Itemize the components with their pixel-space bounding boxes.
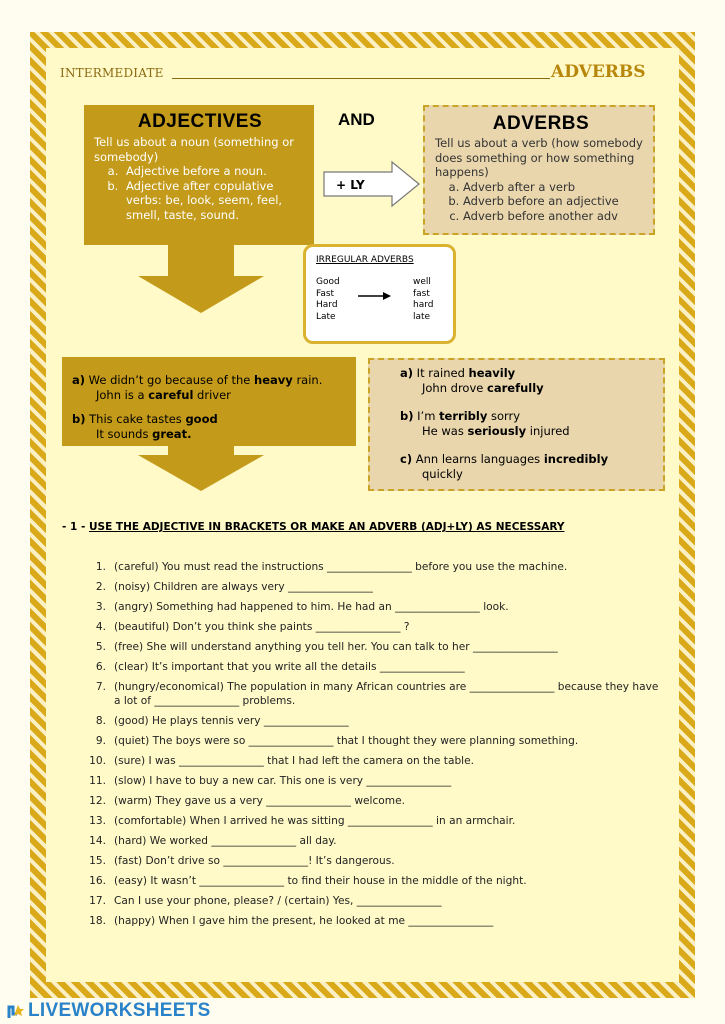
adverbs-box (423, 105, 655, 235)
exercise-item-number: 9. (95, 735, 106, 747)
example-text: It sounds (96, 426, 153, 441)
adjectives-point: b. Adjective after copulative verbs: be, look, seem, feel, smell, taste, sound. (122, 179, 306, 223)
exercise-item (84, 560, 664, 574)
exercise-item-number: 12. (89, 795, 106, 807)
irregular-adjective: Good (316, 277, 340, 287)
example-text: He was (422, 423, 468, 438)
example-text: John is a (96, 387, 149, 402)
example-adverb: incredibly (543, 452, 609, 466)
adjectives-intro: Tell us about a noun (something or somebody) (94, 135, 295, 164)
adjective-examples-box (62, 357, 356, 446)
liveworksheets-logo-icon (6, 1001, 26, 1021)
exercise-item-number: 10. (89, 755, 106, 767)
example-text: This cake tastes (85, 412, 186, 426)
adjectives-point: a. Adjective before a noun. (122, 164, 306, 179)
right-arrow-icon (358, 291, 392, 301)
irregular-adverb: fast (413, 288, 430, 299)
adverbs-point: b. Adverb before an adjective (463, 194, 647, 209)
adverb-examples-box (368, 358, 665, 491)
example-label: b) (400, 409, 414, 423)
exercise-item-text: (good) He plays tennis very ________________ (114, 715, 349, 727)
exercise-item (84, 640, 664, 654)
example-adverb: carefully (487, 380, 544, 395)
exercise-item-text: (warm) They gave us a very ________________ welcome. (114, 795, 405, 807)
exercise-item-number: 17. (89, 895, 106, 907)
adverbs-title: ADVERBS (492, 113, 590, 134)
irregular-adverbs-title: IRREGULAR ADVERBS (316, 255, 414, 265)
and-label: AND (338, 110, 375, 129)
example-adjective: heavy (254, 373, 293, 387)
exercise-item-number: 3. (95, 601, 106, 613)
exercise-item-text: (hungry/economical) The population in many African countries are ________________ because they have a lot of ________________ problems. (114, 681, 659, 707)
exercise-item-number: 11. (89, 775, 106, 787)
exercise-item-number: 6. (95, 661, 106, 673)
irregular-row (316, 277, 443, 289)
exercise-item (84, 814, 664, 828)
exercise-item-number: 16. (89, 875, 106, 887)
logo-text: LIVEWORKSHEETS (28, 1000, 211, 1021)
exercise-item (84, 580, 664, 594)
exercise-item-text: (sure) I was ________________ that I had left the camera on the table. (114, 755, 474, 767)
irregular-adjective: Fast (316, 288, 335, 299)
example-text: John drove (422, 380, 488, 395)
exercise-item-number: 1. (95, 561, 106, 573)
example-label: a) (72, 373, 86, 387)
example-adverb: heavily (468, 366, 516, 380)
exercise-item (84, 894, 664, 908)
down-arrow-icon (136, 244, 266, 314)
exercise-item-text: (comfortable) When I arrived he was sitting ________________ in an armchair. (114, 815, 516, 827)
exercise-item (84, 660, 664, 674)
exercise-instruction: USE THE ADJECTIVE IN BRACKETS OR MAKE AN ADVERB (ADJ+LY) AS NECESSARY (89, 521, 565, 533)
example-adverb: seriously (467, 423, 527, 438)
exercise-item-text: (noisy) Children are always very ________________ (114, 581, 373, 593)
exercise-item-text: (clear) It’s important that you write all the details ________________ (114, 661, 465, 673)
exercise-item-number: 7. (95, 681, 106, 693)
exercise-item (84, 600, 664, 614)
irregular-adverbs-box (303, 244, 456, 344)
exercise-item-number: 8. (95, 715, 106, 727)
exercise-item-number: 2. (95, 581, 106, 593)
example-text: We didn’t go because of the (85, 373, 255, 387)
example-label: b) (72, 412, 86, 426)
exercise-item-text: (hard) We worked ________________ all day. (114, 835, 337, 847)
exercise-item (84, 714, 664, 728)
adverbs-points (435, 180, 647, 224)
adverbs-point: c. Adverb before another adv (463, 209, 647, 224)
adjectives-points (94, 164, 306, 222)
exercise-item (84, 834, 664, 848)
example-text: quickly (422, 466, 463, 481)
irregular-adverb: late (413, 311, 431, 322)
example-text: I’m (413, 409, 440, 423)
example-text: rain. (292, 373, 323, 387)
example-label: c) (400, 452, 413, 466)
example-text: injured (526, 423, 570, 438)
exercise-item-text: (beautiful) Don’t you think she paints ________________ ? (114, 621, 410, 633)
exercise-item-number: 14. (89, 835, 106, 847)
exercise-item-text: (easy) It wasn’t ________________ to find their house in the middle of the night. (114, 875, 527, 887)
example-text: Ann learns languages (412, 452, 544, 466)
plus-ly-arrow-icon (322, 160, 422, 208)
irregular-row (316, 312, 443, 324)
exercise-item-number: 5. (95, 641, 106, 653)
exercise-item-text: (quiet) The boys were so ________________ that I thought they were planning something. (114, 735, 579, 747)
adverbs-point: a. Adverb after a verb (463, 180, 647, 195)
liveworksheets-logo[interactable] (6, 1000, 211, 1022)
exercise-list (84, 560, 664, 934)
example-adjective: good (185, 412, 218, 426)
example-adjective: great. (152, 426, 192, 441)
exercise-item (84, 680, 664, 708)
exercise-item (84, 854, 664, 868)
down-arrow-icon (136, 445, 266, 493)
adjectives-box (84, 105, 314, 245)
exercise-item (84, 734, 664, 748)
exercise-item-text: (free) She will understand anything you tell her. You can talk to her ________________ (114, 641, 558, 653)
adjectives-title: ADJECTIVES (137, 111, 263, 132)
exercise-item-number: 15. (89, 855, 106, 867)
exercise-item-text: (careful) You must read the instructions ________________ before you use the machine. (114, 561, 568, 573)
exercise-item-number: 4. (95, 621, 106, 633)
irregular-adjective: Hard (316, 300, 338, 310)
irregular-adverb: well (413, 277, 431, 287)
exercise-item-number: 18. (89, 915, 106, 927)
header-rule (172, 78, 550, 79)
example-adverb: terribly (439, 409, 488, 423)
exercise-item-text: Can I use your phone, please? / (certain) Yes, ________________ (114, 895, 442, 907)
example-adjective: careful (148, 387, 194, 402)
worksheet-title: ADVERBS (551, 62, 646, 82)
exercise-item (84, 794, 664, 808)
level-label: INTERMEDIATE (60, 66, 164, 80)
exercise-item-number: 13. (89, 815, 106, 827)
adverbs-intro: Tell us about a verb (how somebody does something or how something happens) (435, 136, 643, 179)
exercise-item (84, 914, 664, 928)
example-label: a) (400, 366, 414, 380)
exercise-heading (62, 521, 565, 533)
irregular-adverb: hard (413, 300, 434, 310)
exercise-item-text: (happy) When I gave him the present, he looked at me ________________ (114, 915, 494, 927)
exercise-item (84, 620, 664, 634)
exercise-item-text: (fast) Don’t drive so ________________! It’s dangerous. (114, 855, 395, 867)
exercise-number: - 1 - (62, 521, 89, 533)
exercise-item-text: (angry) Something had happened to him. He had an ________________ look. (114, 601, 509, 613)
example-text: It rained (413, 366, 469, 380)
exercise-item (84, 874, 664, 888)
exercise-item (84, 774, 664, 788)
irregular-adjective: Late (316, 311, 336, 322)
example-text: sorry (487, 409, 521, 423)
exercise-item-text: (slow) I have to buy a new car. This one is very ________________ (114, 775, 452, 787)
irregular-row (316, 300, 443, 312)
example-text: driver (193, 387, 231, 402)
exercise-item (84, 754, 664, 768)
plus-ly-label: + LY (336, 178, 365, 192)
